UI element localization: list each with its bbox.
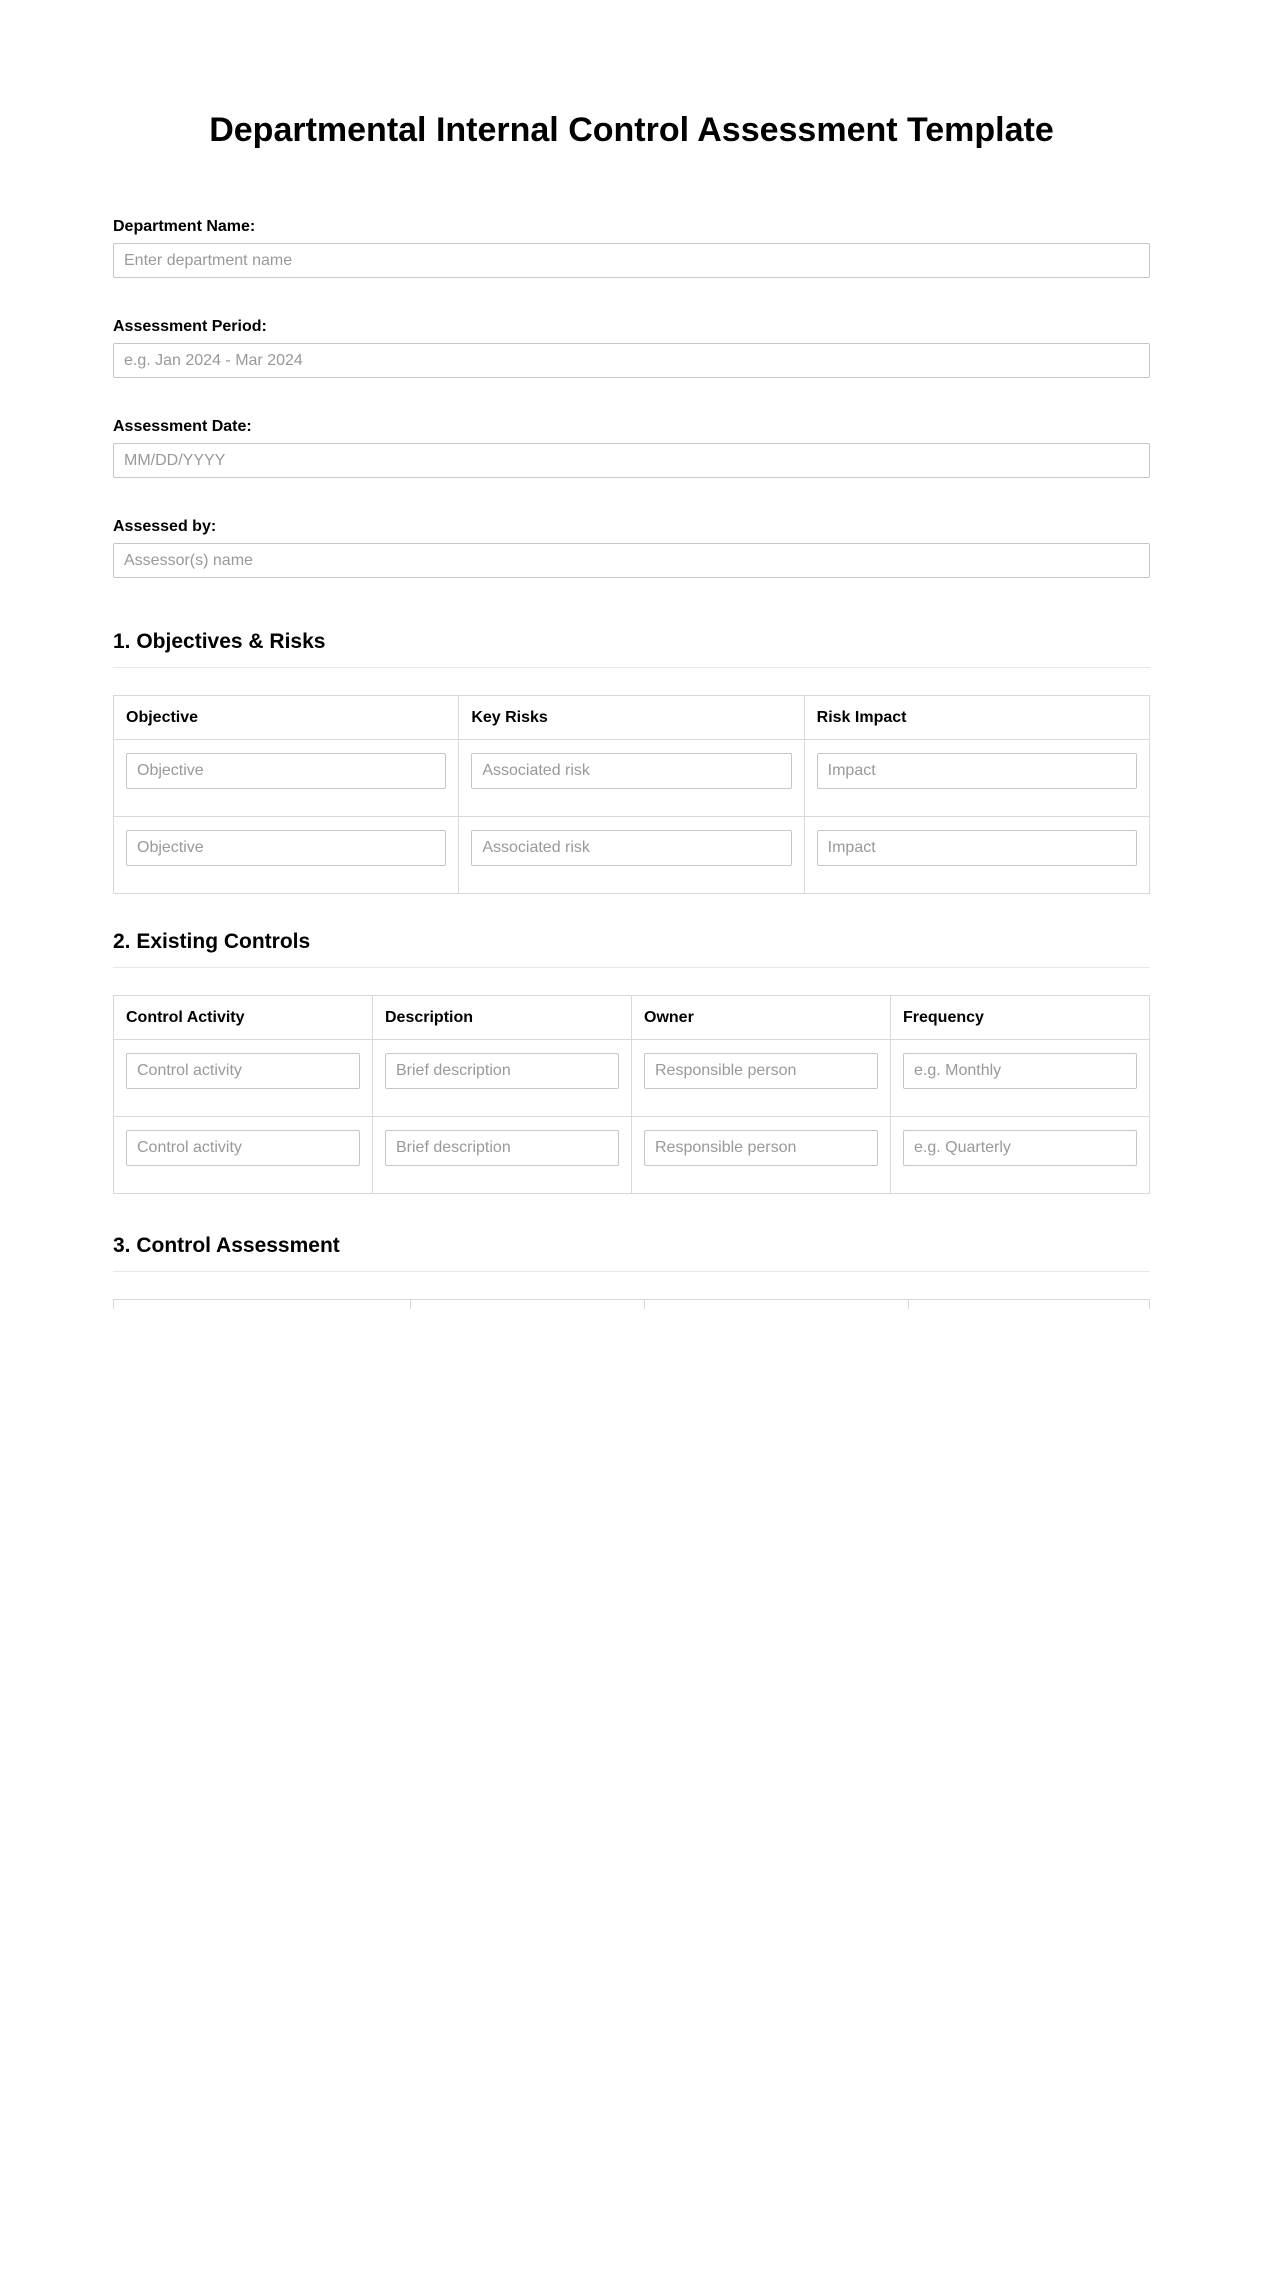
column-header-key-risks: Key Risks	[459, 696, 804, 740]
objective-input-1[interactable]	[126, 753, 446, 789]
section-objectives-risks	[113, 630, 1150, 894]
column-header-objective: Objective	[114, 696, 459, 740]
section-existing-controls	[113, 930, 1150, 1194]
control-activity-input-1[interactable]	[126, 1053, 360, 1089]
frequency-input-2[interactable]	[903, 1130, 1137, 1166]
column-header-blank	[645, 1300, 908, 1310]
field-department-name	[113, 218, 1150, 278]
owner-input-2[interactable]	[644, 1130, 878, 1166]
section-heading-existing-controls: 2. Existing Controls	[113, 930, 311, 953]
column-header-owner: Owner	[632, 996, 891, 1040]
table-row	[114, 1040, 1150, 1117]
table-header-row	[114, 996, 1150, 1040]
risk-impact-input-1[interactable]	[817, 753, 1137, 789]
table-header-row	[114, 696, 1150, 740]
table-row	[114, 817, 1150, 894]
existing-controls-table	[113, 995, 1150, 1194]
section-divider	[113, 967, 1150, 968]
control-assessment-table	[113, 1299, 1150, 1309]
field-assessed-by	[113, 518, 1150, 578]
column-header-risk-impact: Risk Impact	[804, 696, 1149, 740]
section-divider	[113, 667, 1150, 668]
assessment-period-label: Assessment Period:	[113, 318, 267, 335]
column-header-frequency: Frequency	[891, 996, 1150, 1040]
field-assessment-date	[113, 418, 1150, 478]
key-risk-input-2[interactable]	[471, 830, 791, 866]
column-header-blank	[908, 1300, 1149, 1310]
page-title: Departmental Internal Control Assessment Template	[209, 111, 1054, 149]
table-header-row	[114, 1300, 1150, 1310]
objectives-risks-table	[113, 695, 1150, 894]
control-assessment-table-clipped	[113, 1299, 1150, 1309]
field-assessment-period	[113, 318, 1150, 378]
assessment-date-input[interactable]	[113, 443, 1150, 478]
assessment-date-label: Assessment Date:	[113, 418, 252, 435]
assessment-period-input[interactable]	[113, 343, 1150, 378]
description-input-1[interactable]	[385, 1053, 619, 1089]
table-row	[114, 740, 1150, 817]
column-header-control-activity: Control Activity	[114, 996, 373, 1040]
section-heading-control-assessment: 3. Control Assessment	[113, 1234, 340, 1257]
table-row	[114, 1117, 1150, 1194]
description-input-2[interactable]	[385, 1130, 619, 1166]
section-control-assessment	[113, 1234, 1150, 1309]
column-header-description: Description	[373, 996, 632, 1040]
assessed-by-label: Assessed by:	[113, 518, 217, 535]
owner-input-1[interactable]	[644, 1053, 878, 1089]
department-name-input[interactable]	[113, 243, 1150, 278]
section-heading-objectives-risks: 1. Objectives & Risks	[113, 630, 326, 653]
header-fields	[113, 218, 1150, 578]
frequency-input-1[interactable]	[903, 1053, 1137, 1089]
column-header-blank	[114, 1300, 411, 1310]
assessed-by-input[interactable]	[113, 543, 1150, 578]
column-header-blank	[411, 1300, 645, 1310]
key-risk-input-1[interactable]	[471, 753, 791, 789]
risk-impact-input-2[interactable]	[817, 830, 1137, 866]
section-divider	[113, 1271, 1150, 1272]
form-page	[113, 0, 1150, 1309]
department-name-label: Department Name:	[113, 218, 256, 235]
objective-input-2[interactable]	[126, 830, 446, 866]
control-activity-input-2[interactable]	[126, 1130, 360, 1166]
